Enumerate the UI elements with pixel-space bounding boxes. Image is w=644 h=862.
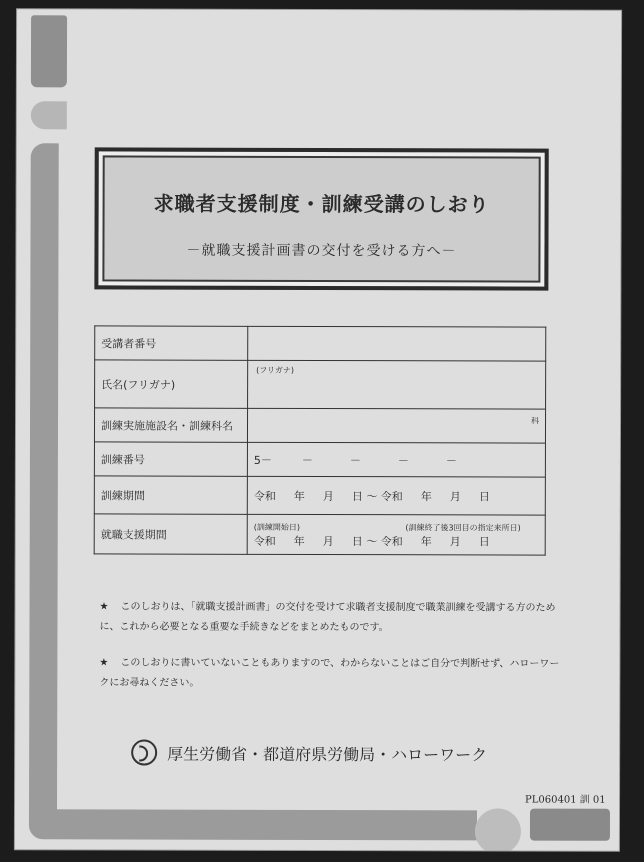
field-support-period[interactable] (247, 514, 545, 555)
date-part: 月 (322, 489, 334, 503)
table-row (95, 326, 546, 361)
decorative-stripe (31, 15, 67, 87)
decorative-stripe (29, 143, 59, 833)
furigana-note: (フリガナ) (256, 365, 295, 375)
date-part: 日 ～ 令和 (351, 535, 403, 549)
date-part: 日 (478, 489, 490, 503)
label-support-period: 就職支援期間 (94, 514, 247, 554)
field-training-period[interactable] (247, 476, 545, 515)
document-code: PL060401 訓 01 (525, 794, 606, 806)
notes-section (99, 597, 559, 710)
table-row (94, 476, 545, 515)
note-item (99, 597, 559, 638)
footer-org-text: 厚生労働省・都道府県労働局・ハローワーク (167, 744, 488, 764)
decorative-stripe (29, 809, 477, 840)
document-subtitle: －就職支援計画書の交付を受ける方へ－ (186, 242, 457, 260)
end-date-note: (訓練終了後3回目の指定来所日) (405, 523, 521, 533)
number-part: － (445, 453, 457, 467)
field-training-number[interactable] (247, 442, 545, 477)
number-part: 5－ (253, 453, 272, 467)
note-item (99, 653, 559, 694)
star-icon: ★ (99, 601, 109, 613)
decorative-stripe (31, 101, 67, 129)
decorative-block (530, 809, 610, 841)
label-name: 氏名(フリガナ) (95, 360, 248, 408)
date-part: 年 (420, 535, 432, 549)
date-part: 月 (449, 535, 461, 549)
label-facility: 訓練実施施設名・訓練科名 (94, 408, 247, 442)
label-training-period: 訓練期間 (94, 476, 247, 514)
registration-form-table (94, 325, 547, 555)
field-facility[interactable] (247, 408, 545, 443)
table-row (94, 514, 545, 555)
course-suffix: 科 (531, 416, 540, 426)
date-part: 令和 (253, 489, 276, 503)
date-part: 日 (478, 535, 490, 549)
start-date-note: (訓練開始日) (253, 522, 301, 532)
title-box (94, 147, 548, 290)
date-part: 年 (420, 489, 432, 503)
table-row (94, 442, 545, 477)
table-row (95, 360, 546, 409)
date-part: 月 (449, 489, 461, 503)
decorative-circle (475, 808, 521, 850)
note-text: このしおりに書いていないこともありますので、わからないことはご自分で判断せず、ハローワークにお尋ねください。 (99, 657, 560, 689)
date-part: 令和 (253, 534, 276, 548)
date-part: 日 ～ 令和 (351, 489, 403, 503)
footer-org (131, 740, 487, 767)
label-trainee-number: 受講者番号 (95, 326, 248, 360)
table-row (94, 408, 545, 443)
field-name[interactable] (248, 360, 546, 409)
number-part: － (397, 453, 409, 467)
document-page (15, 9, 621, 851)
note-text: このしおりは、「就職支援計画書」の交付を受けて求職者支援制度で職業訓練を受講する方のために、これから必要となる重要な手続きなどをまとめたものです。 (99, 601, 556, 634)
document-title: 求職者支援制度・訓練受講のしおり (153, 191, 490, 217)
date-part: 年 (293, 489, 305, 503)
number-part: － (301, 453, 313, 467)
ministry-logo-icon (131, 740, 157, 766)
date-part: 年 (293, 534, 305, 548)
number-part: － (349, 453, 361, 467)
date-part: 月 (322, 535, 334, 549)
star-icon: ★ (99, 657, 109, 669)
label-training-number: 訓練番号 (94, 442, 247, 476)
field-trainee-number[interactable] (248, 326, 546, 361)
